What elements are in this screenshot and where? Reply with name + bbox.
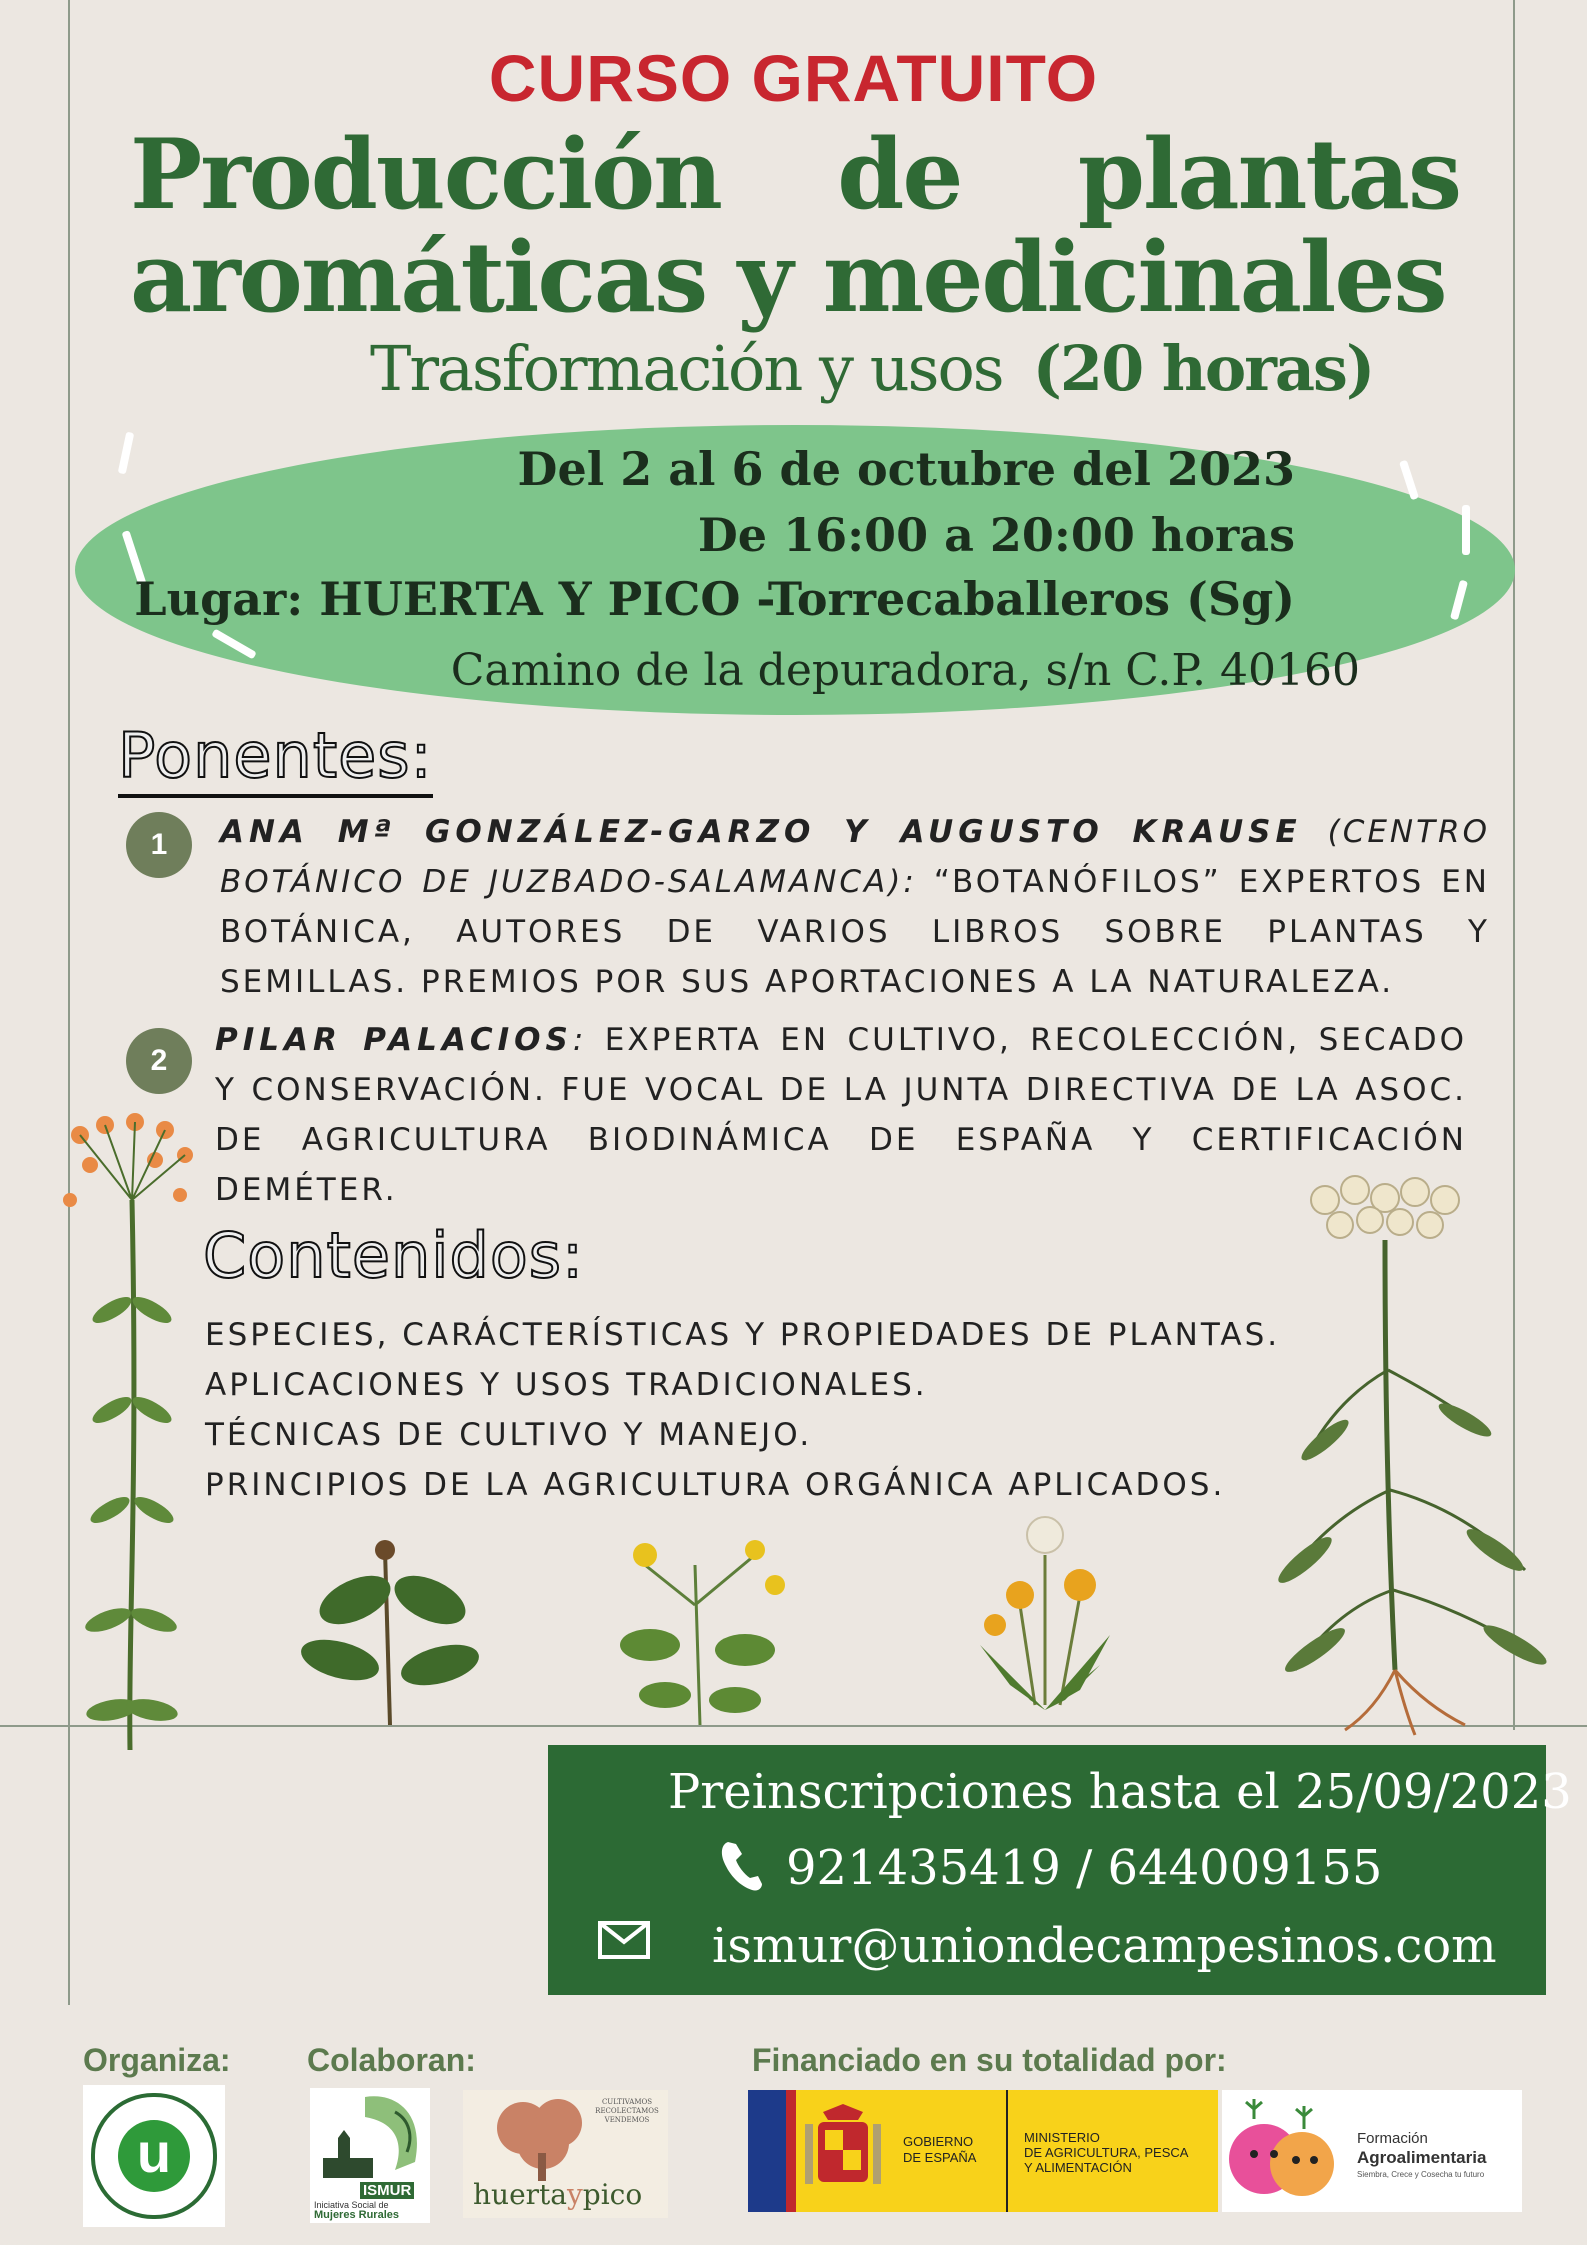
title-word: plantas bbox=[1077, 118, 1460, 231]
course-title-line1 bbox=[130, 118, 1460, 231]
ismur-title: ISMUR bbox=[360, 2182, 414, 2199]
formacion-line2: Agroalimentaria bbox=[1357, 2148, 1487, 2167]
gobierno-line: GOBIERNO bbox=[903, 2134, 974, 2149]
course-place: Lugar: HUERTA Y PICO -Torrecaballeros (Sg) bbox=[134, 572, 1295, 626]
eu-flag-strip bbox=[748, 2090, 786, 2212]
gobierno-line: DE ESPAÑA bbox=[903, 2150, 977, 2165]
phone-numbers[interactable]: 921435419 / 644009155 bbox=[786, 1840, 1383, 1896]
speaker-name: PILAR PALACIOS bbox=[215, 1022, 573, 1058]
huerta-name-y: y bbox=[566, 2178, 583, 2211]
list-item: TÉCNICAS DE CULTIVO Y MANEJO. bbox=[205, 1417, 813, 1453]
financiado-label: Financiado en su totalidad por: bbox=[752, 2042, 1227, 2078]
ministerio-line: Y ALIMENTACIÓN bbox=[1024, 2160, 1132, 2175]
course-dates: Del 2 al 6 de octubre del 2023 bbox=[517, 442, 1295, 496]
huerta-tagline: CULTIVAMOS RECOLECTAMOS VENDEMOS bbox=[595, 2098, 659, 2124]
huerta-name-part: huerta bbox=[473, 2178, 567, 2211]
list-item: APLICACIONES Y USOS TRADICIONALES. bbox=[205, 1367, 928, 1403]
speaker-description: EXPERTA EN CULTIVO, RECOLECCIÓN, SECADO Y CONSERVACIÓN. FUE VOCAL DE LA JUNTA DIRECTIVA DE LA ASOC. DE AGRICULTURA BIODINÁMICA DE ESPAÑA Y CERTIFICACIÓN DEMÉTER. bbox=[215, 1022, 1467, 1208]
ministerio-agricultura-logo bbox=[748, 2090, 1218, 2212]
spain-flag-strip bbox=[786, 2090, 796, 2212]
decor-dash bbox=[1462, 505, 1470, 555]
coat-of-arms-icon bbox=[803, 2102, 883, 2202]
title-word: de bbox=[837, 118, 962, 231]
preregistration-text: Preinscripciones hasta el 25/09/2023 bbox=[668, 1764, 1572, 1820]
speakers-heading: Ponentes: bbox=[118, 718, 433, 798]
formacion-tagline: Siembra, Crece y Cosecha tu futuro bbox=[1357, 2170, 1485, 2179]
ismur-church-icon bbox=[318, 2128, 378, 2178]
speaker-number-badge: 2 bbox=[126, 1028, 192, 1094]
envelope-icon[interactable] bbox=[597, 1920, 651, 1960]
speaker-org: (CENTRO BOTÁNICO DE JUZBADO-SALAMANCA): bbox=[220, 814, 1490, 900]
title-word: Producción bbox=[130, 118, 721, 231]
union-logo-letter: u bbox=[118, 2120, 190, 2192]
huerta-y-pico-logo bbox=[463, 2090, 668, 2218]
list-item: ESPECIES, CARÁCTERÍSTICAS Y PROPIEDADES DE PLANTAS. bbox=[205, 1317, 1281, 1353]
speaker-1 bbox=[220, 807, 1490, 1007]
huerta-name-part: pico bbox=[582, 2178, 643, 2211]
phone-icon[interactable] bbox=[718, 1838, 764, 1894]
colaboran-label: Colaboran: bbox=[307, 2042, 476, 2078]
tree-icon bbox=[483, 2098, 603, 2183]
course-time: De 16:00 a 20:00 horas bbox=[697, 508, 1295, 562]
subtitle-text: Trasformación y usos bbox=[370, 332, 1003, 405]
ministerio-line: MINISTERIO bbox=[1024, 2130, 1100, 2145]
organiza-label: Organiza: bbox=[83, 2042, 231, 2078]
course-hours: (20 horas) bbox=[1032, 332, 1374, 405]
course-address: Camino de la depuradora, s/n C.P. 40160 bbox=[450, 645, 1360, 696]
speaker-description: “BOTANÓFILOS” EXPERTOS EN BOTÁNICA, AUTORES DE VARIOS LIBROS SOBRE PLANTAS Y SEMILLAS. PREMIOS POR SUS APORTACIONES A LA NATURALEZA. bbox=[220, 864, 1490, 1000]
dandelion-plant-illustration bbox=[960, 1515, 1130, 1730]
centaury-plant-illustration bbox=[60, 1110, 200, 1760]
course-subtitle bbox=[370, 332, 1373, 405]
belladonna-plant-illustration bbox=[295, 1530, 485, 1730]
email-address[interactable]: ismur@uniondecampesinos.com bbox=[712, 1918, 1497, 1974]
child-face-icon bbox=[1224, 2094, 1344, 2209]
yarrow-plant-illustration bbox=[1265, 1170, 1565, 1740]
course-kicker: CURSO GRATUITO bbox=[488, 41, 1099, 115]
speaker-number-badge: 1 bbox=[126, 812, 192, 878]
huerta-name bbox=[473, 2178, 642, 2211]
ismur-logo bbox=[310, 2088, 430, 2223]
contents-list bbox=[205, 1310, 1280, 1510]
ministry-divider bbox=[1006, 2090, 1008, 2212]
course-title-line2: aromáticas y medicinales bbox=[130, 221, 1446, 334]
speaker-org: : bbox=[572, 1022, 587, 1058]
union-mujeres-logo bbox=[83, 2085, 225, 2227]
ismur-subtitle-2: Mujeres Rurales bbox=[314, 2209, 399, 2221]
ministerio-text bbox=[1024, 2130, 1188, 2175]
list-item: PRINCIPIOS DE LA AGRICULTURA ORGÁNICA APLICADOS. bbox=[205, 1467, 1226, 1503]
formacion-line1: Formación bbox=[1357, 2130, 1428, 2147]
speaker-name: ANA Mª GONZÁLEZ-GARZO Y AUGUSTO KRAUSE bbox=[220, 814, 1302, 850]
ministerio-line: DE AGRICULTURA, PESCA bbox=[1024, 2145, 1189, 2160]
gobierno-text bbox=[903, 2134, 976, 2166]
ismur-subtitle-1: Iniciativa Social de bbox=[314, 2200, 389, 2210]
contents-heading: Contenidos: bbox=[203, 1219, 584, 1292]
formacion-agroalimentaria-logo bbox=[1222, 2090, 1522, 2212]
celandine-plant-illustration bbox=[605, 1525, 795, 1730]
